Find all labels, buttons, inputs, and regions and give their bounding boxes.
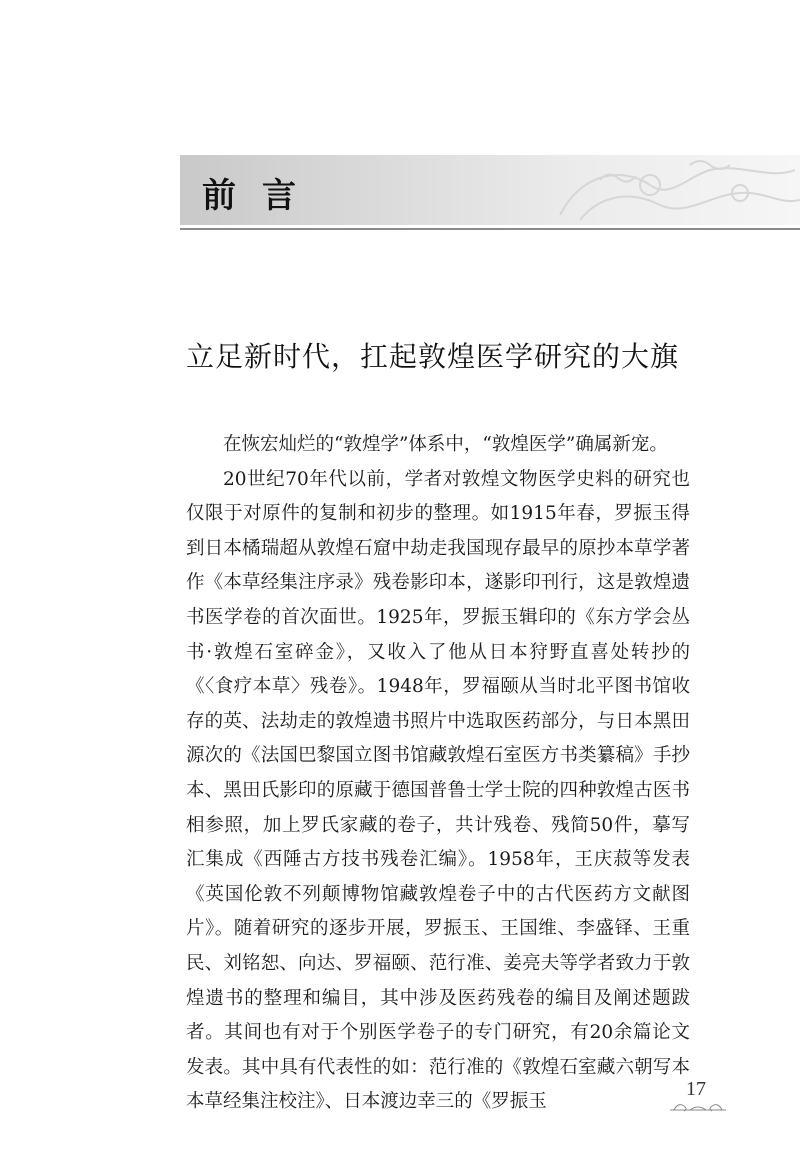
body-text xyxy=(186,428,690,1120)
cloud-scroll-ornament-icon xyxy=(540,155,800,225)
page-number: 17 xyxy=(686,1078,706,1100)
header-divider xyxy=(180,228,800,230)
paragraph-history: 20世纪70年代以前，学者对敦煌文物医学史料的研究也仅限于对原件的复制和初步的整理。如1915年春，罗振玉得到日本橘瑞超从敦煌石窟中劫走我国现存最早的原抄本草学著作《本草经集注序录》残卷影印本，遂影印刊行，这是敦煌遗书医学卷的首次面世。1925年，罗振玉辑印的《东方学会丛书·敦煌石室碎金》，又收入了他从日本狩野直喜处转抄的《〈食疗本草〉残卷》。1948年，罗福颐从当时北平图书馆收存的英、法劫走的敦煌遗书照片中选取医药部分，与日本黑田源次的《法国巴黎国立图书馆藏敦煌石室医方书类纂稿》手抄本、黑田氏影印的原藏于德国普鲁士学士院的四种敦煌古医书相参照，加上罗氏家藏的卷子，共计残卷、残简50件，摹写汇集成《西陲古方技书残卷汇编》。1958年，王庆菽等发表《英国伦敦不列颠博物馆藏敦煌卷子中的古代医药方文献图片》。随着研究的逐步开展，罗振玉、王国维、李盛铎、王重民、刘铭恕、向达、罗福颐、范行准、姜亮夫等学者致力于敦煌遗书的整理和编目，其中涉及医药残卷的编目及阐述题跋者。其间也有对于个别医学卷子的专门研究，有20余篇论文发表。其中具有代表性的如：范行准的《敦煌石室藏六朝写本本草经集注校注》、日本渡边幸三的《罗振玉 xyxy=(186,468,690,1113)
section-title: 立足新时代，扛起敦煌医学研究的大旗 xyxy=(186,340,680,373)
paragraph-intro: 在恢宏灿烂的“敦煌学”体系中，“敦煌医学”确属新宠。 xyxy=(223,434,668,455)
chapter-title: 前言 xyxy=(202,176,322,216)
cloud-scroll-ornament-icon xyxy=(668,1100,728,1112)
